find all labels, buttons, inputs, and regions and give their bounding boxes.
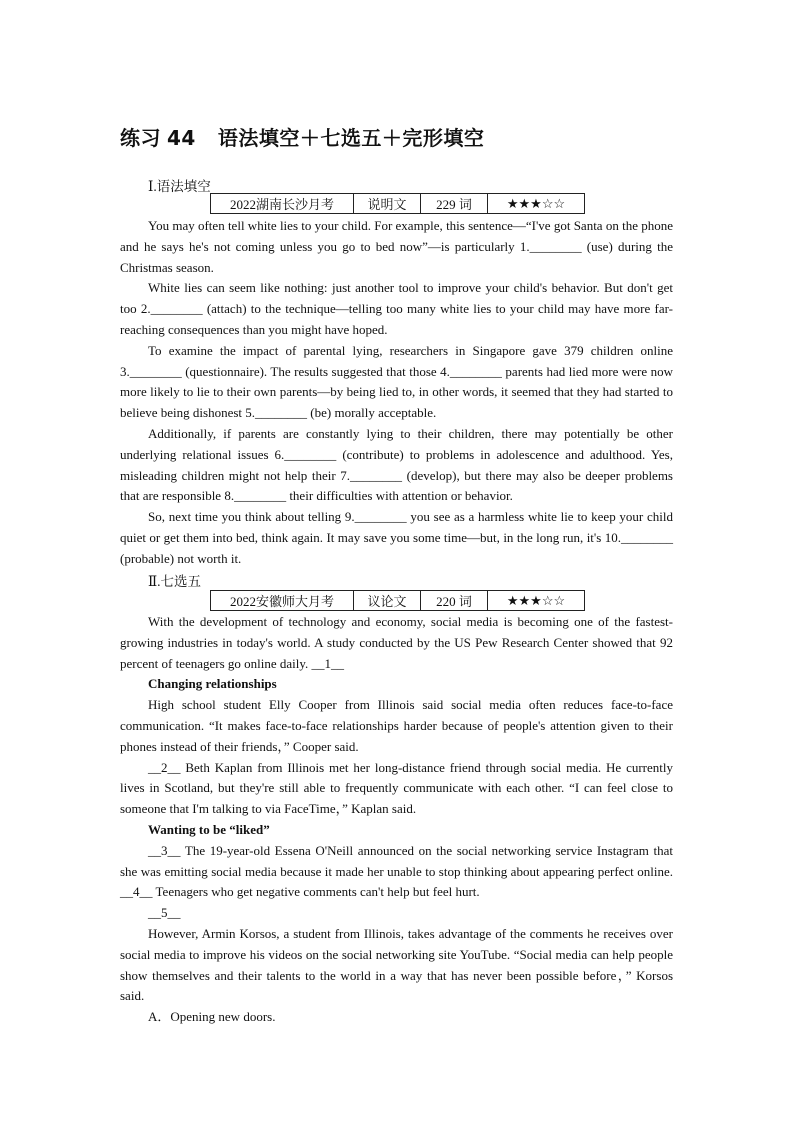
paragraph: With the development of technology and economy, social media is becoming one of the fastest-growing industries in today's world. A study conducted by the US Pew Research Center showed that 92 percent of teenagers go online daily. __1__ (120, 614, 673, 671)
title-prefix: 练习 (120, 126, 161, 150)
info-word-count: 229 词 (421, 194, 488, 214)
info-word-count: 220 词 (421, 591, 488, 611)
section-2-info-table (210, 590, 585, 611)
info-source: 2022安徽师大月考 (211, 591, 354, 611)
info-genre: 议论文 (354, 591, 421, 611)
paragraph: You may often tell white lies to your child. For example, this sentence—“I've got Santa on the phone and he says he's not coming unless you go to bed now”—is particularly 1.________ (use) during the Christmas season. (120, 218, 673, 275)
section-2-label: Ⅱ.七选五 (148, 574, 202, 589)
paragraph: __5__ (148, 905, 181, 921)
paragraph: However, Armin Korsos, a student from Illinois, takes advantage of the comments he receives over social media to improve his videos on the social networking site YouTube. “Social media can help people show themselves and their talents to the world in a way that has never been possible before，” Korsos said. (120, 925, 673, 1004)
info-difficulty: ★★★☆☆ (488, 591, 585, 611)
option-a: A．Opening new doors. (148, 1009, 276, 1025)
info-genre: 说明文 (354, 194, 421, 214)
paragraph: So, next time you think about telling 9.________ you see as a harmless white lie to keep your child quiet or get them into bed, think again. It may save you some time—but, in the long run, it's 10.________ (probable) not worth it. (120, 509, 673, 566)
paragraph: __3__ The 19-year-old Essena O'Neill announced on the social networking service Instagram that she was emitting social media because it made her unable to stop thinking about appearing perfect online. __4__ Teenagers who get negative comments can't help but feel hurt. (120, 842, 673, 900)
title-number: 44 (167, 126, 196, 150)
section-1-passage (120, 216, 673, 570)
paragraph: Additionally, if parents are constantly lying to their children, there may potentially be other underlying relational issues 6.________ (contribute) to problems in adolescence and adulthood. Yes, misleading children might not help their 7.________ (develop), but there may also be deeper problems that are responsible 8.________ their difficulties with attention or behavior. (120, 425, 673, 504)
section-2-passage (120, 612, 673, 1028)
info-difficulty: ★★★☆☆ (488, 194, 585, 214)
info-source: 2022湖南长沙月考 (211, 194, 354, 214)
page-title (120, 122, 484, 151)
subheading-wanting-to-be-liked: Wanting to be “liked” (148, 821, 270, 837)
paragraph: High school student Elly Cooper from Illinois said social media often reduces face-to-face communication. “It makes face-to-face relationships harder because of people's attention given to their phones instead of their friends，” Cooper said. (120, 697, 673, 754)
paragraph: To examine the impact of parental lying, researchers in Singapore gave 379 children online 3.________ (questionnaire). The results suggested that those 4.________ parents had lied more were now more likely to lie to their own parents—by being lied to, in other words, it seemed that they had started to believe being dishonest 5.________ (be) morally acceptable. (120, 342, 673, 421)
section-1-info-table (210, 193, 585, 214)
title-text: 语法填空＋七选五＋完形填空 (217, 126, 485, 150)
subheading-changing-relationships: Changing relationships (148, 676, 277, 692)
paragraph: White lies can seem like nothing: just another tool to improve your child's behavior. But don't get too 2.________ (attach) to the technique—telling too many white lies to your child may have more far-reaching consequences than you might have hoped. (120, 280, 673, 337)
paragraph: __2__ Beth Kaplan from Illinois met her long-distance friend through social media. He currently lives in Scotland, but they're still able to frequently communicate with each other. “I can feel close to someone that I'm talking to via FaceTime，” Kaplan said. (120, 759, 673, 817)
section-1-label: Ⅰ.语法填空 (148, 179, 211, 194)
